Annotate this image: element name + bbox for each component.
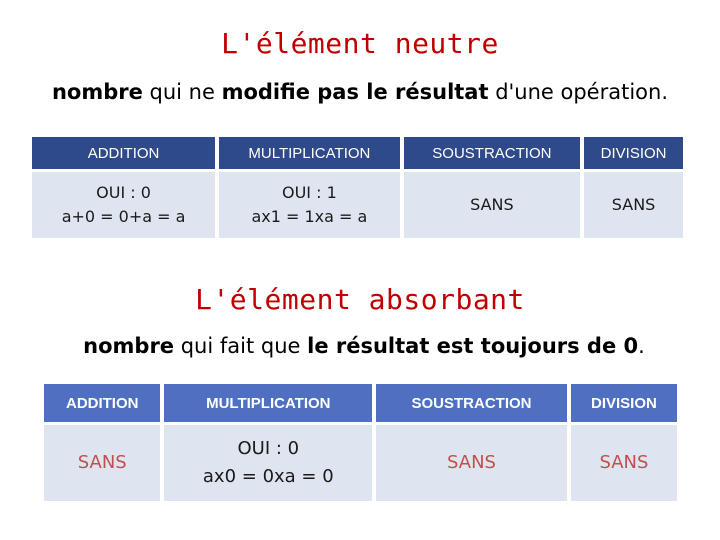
header-division: DIVISION	[584, 137, 683, 169]
table-row	[32, 172, 683, 238]
cell-multiplication	[219, 172, 400, 238]
cell-soustraction	[376, 425, 567, 501]
header-addition: ADDITION	[44, 384, 160, 422]
cell-line-1: SANS	[447, 452, 496, 473]
header-soustraction: SOUSTRACTION	[376, 384, 567, 422]
table-header-row	[44, 384, 677, 422]
subtitle-text-2: d'une opération.	[488, 80, 669, 104]
cell-line-1: OUI : 0	[96, 183, 151, 202]
cell-soustraction	[404, 172, 580, 238]
subtitle-bold-2: modifie pas le résultat	[221, 80, 489, 104]
header-division: DIVISION	[571, 384, 677, 422]
cell-multiplication	[164, 425, 372, 501]
subtitle-absorbing-element	[4, 334, 720, 358]
title-absorbing-element: L'élément absorbant	[195, 283, 525, 316]
cell-division	[571, 425, 677, 501]
cell-line-2: a+0 = 0+a = a	[61, 207, 186, 226]
cell-line-1: SANS	[599, 452, 649, 473]
subtitle-text-1: qui ne	[142, 80, 222, 104]
cell-line-1: SANS	[611, 195, 656, 214]
subtitle-bold-1: nombre	[83, 334, 175, 358]
header-multiplication: MULTIPLICATION	[164, 384, 372, 422]
neutral-element-table	[28, 134, 687, 241]
cell-division	[584, 172, 683, 238]
cell-addition	[32, 172, 215, 238]
subtitle-bold-2: le résultat est toujours de 0	[307, 334, 639, 358]
cell-addition	[44, 425, 160, 501]
cell-line-2: ax0 = 0xa = 0	[202, 466, 334, 487]
subtitle-text-2: .	[638, 334, 645, 358]
cell-line-2: ax1 = 1xa = a	[251, 207, 368, 226]
table-row	[44, 425, 677, 501]
subtitle-text-1: qui fait que	[174, 334, 308, 358]
absorbing-element-table	[40, 381, 681, 504]
header-addition: ADDITION	[32, 137, 215, 169]
header-soustraction: SOUSTRACTION	[404, 137, 580, 169]
title-neutral-element: L'élément neutre	[221, 27, 499, 60]
subtitle-bold-1: nombre	[51, 80, 143, 104]
header-multiplication: MULTIPLICATION	[219, 137, 400, 169]
cell-line-1: SANS	[77, 452, 127, 473]
table-header-row	[32, 137, 683, 169]
cell-line-1: OUI : 0	[237, 438, 300, 459]
cell-line-1: SANS	[470, 195, 514, 214]
subtitle-neutral-element	[0, 80, 720, 104]
cell-line-1: OUI : 1	[282, 183, 337, 202]
